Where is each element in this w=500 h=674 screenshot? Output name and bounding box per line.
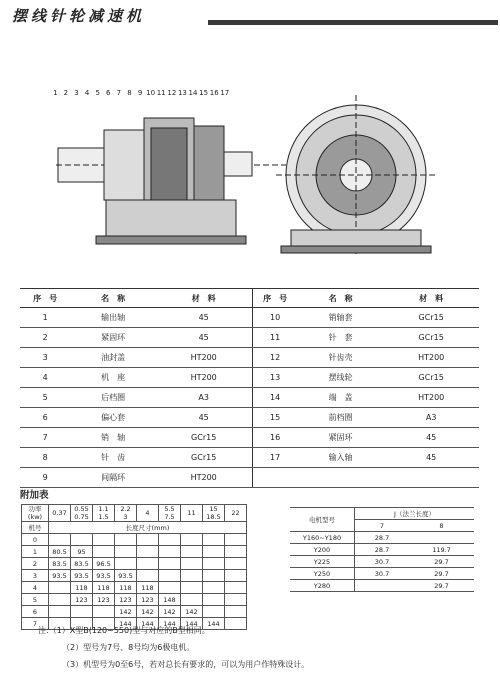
- table-cell: [355, 580, 410, 592]
- table-cell: 输出轴: [70, 308, 156, 328]
- table-cell: GCr15: [156, 428, 252, 448]
- frame-header: 7: [355, 520, 410, 532]
- table-cell: [49, 594, 71, 606]
- table-cell: 9: [20, 468, 70, 488]
- appendix-heading: 附加表: [20, 490, 49, 501]
- table-cell: [159, 546, 181, 558]
- flange-header: J（法兰长度）: [355, 508, 475, 520]
- table-cell: 4: [20, 368, 70, 388]
- table-cell: 3: [22, 570, 49, 582]
- table-cell: HT200: [383, 388, 479, 408]
- table-row: [20, 468, 479, 488]
- table-cell: 144: [137, 618, 159, 630]
- table-cell: Y250: [290, 568, 355, 580]
- table-cell: GCr15: [383, 308, 479, 328]
- table-cell: 45: [156, 308, 252, 328]
- title-rule: [208, 20, 498, 25]
- table-cell: 针 齿: [70, 448, 156, 468]
- table-cell: 机 座: [70, 368, 156, 388]
- reducer-drawing: [56, 90, 496, 270]
- table-cell: 118: [71, 582, 93, 594]
- table-cell: 142: [159, 606, 181, 618]
- table-cell: 45: [383, 448, 479, 468]
- table-cell: [93, 534, 115, 546]
- table-cell: 输入轴: [298, 448, 384, 468]
- figure-callout: 7: [116, 89, 122, 97]
- table-cell: [137, 558, 159, 570]
- end-view: [276, 95, 436, 255]
- table-cell: 3: [20, 348, 70, 368]
- table-cell: 14: [252, 388, 298, 408]
- length-label: 长度尺寸(mm): [49, 522, 247, 534]
- table-cell: 针 套: [298, 328, 384, 348]
- table-cell: HT200: [156, 348, 252, 368]
- table-cell: 119.7: [409, 544, 474, 556]
- table-cell: [203, 534, 225, 546]
- figure-callout: 8: [127, 89, 132, 97]
- table-cell: 148: [159, 594, 181, 606]
- table-cell: 8: [20, 448, 70, 468]
- table-cell: 30.7: [355, 556, 410, 568]
- parts-table: [20, 288, 479, 488]
- table-cell: 80.5: [49, 546, 71, 558]
- frame-label: 机号: [22, 522, 49, 534]
- table-cell: Y160~Y180: [290, 532, 355, 544]
- table-cell: [225, 534, 247, 546]
- frame-header: 8: [409, 520, 474, 532]
- table-cell: Y200: [290, 544, 355, 556]
- table-cell: [181, 582, 203, 594]
- motor-col-header: 电机型号: [290, 508, 355, 532]
- table-cell: [49, 582, 71, 594]
- table-row: [20, 448, 479, 468]
- power-value: 15 18.5: [203, 505, 225, 522]
- parts-table-header: [20, 289, 479, 308]
- table-cell: [409, 532, 474, 544]
- table-cell: HT200: [383, 348, 479, 368]
- table-cell: A3: [383, 408, 479, 428]
- table-cell: [49, 534, 71, 546]
- table-cell: [137, 546, 159, 558]
- table-cell: 2: [20, 328, 70, 348]
- header-cell: 名 称: [298, 289, 384, 308]
- table-cell: 销轴套: [298, 308, 384, 328]
- table-row: [290, 544, 474, 556]
- figure-callout: 17: [220, 89, 230, 97]
- table-cell: [225, 594, 247, 606]
- sectional-view: [56, 118, 286, 244]
- table-cell: 5: [22, 594, 49, 606]
- figure-callout: 1: [53, 89, 58, 97]
- table-cell: 6: [20, 408, 70, 428]
- table-cell: 29.7: [409, 556, 474, 568]
- table-cell: [298, 468, 384, 488]
- table-cell: GCr15: [156, 448, 252, 468]
- table-cell: [252, 468, 298, 488]
- header-cell: 名 称: [70, 289, 156, 308]
- table-cell: 7: [20, 428, 70, 448]
- table-cell: [71, 606, 93, 618]
- note-line: （3）机型号为0至6号，若对总长有要求的，可以为用户作特殊设计。: [62, 660, 310, 669]
- table-row: [22, 534, 247, 546]
- table-cell: 后档圈: [70, 388, 156, 408]
- table-cell: [203, 582, 225, 594]
- table-cell: [159, 570, 181, 582]
- table-cell: [203, 546, 225, 558]
- table-cell: [181, 594, 203, 606]
- table-row: [20, 348, 479, 368]
- table-row: [20, 308, 479, 328]
- table-cell: 28.7: [355, 544, 410, 556]
- table-row: [22, 606, 247, 618]
- table-cell: [137, 534, 159, 546]
- table-row: [290, 556, 474, 568]
- table-cell: Y280: [290, 580, 355, 592]
- note-line: 注:（1）X型B(120~550)型与对应的B型相同。: [38, 626, 210, 635]
- table-cell: 15: [252, 408, 298, 428]
- figure-callout: 14: [188, 89, 198, 97]
- table-cell: [203, 570, 225, 582]
- figure-callout: 10: [146, 89, 156, 97]
- table-row: [20, 428, 479, 448]
- figure-callout: 2: [63, 89, 69, 97]
- table-cell: 123: [93, 594, 115, 606]
- table-cell: [115, 558, 137, 570]
- table-row: [22, 558, 247, 570]
- table-cell: 12: [252, 348, 298, 368]
- table-cell: 96.5: [93, 558, 115, 570]
- notes: [38, 622, 309, 673]
- table-cell: 前档圈: [298, 408, 384, 428]
- table-cell: [181, 558, 203, 570]
- table-cell: 29.7: [409, 580, 474, 592]
- table-cell: GCr15: [383, 328, 479, 348]
- table-cell: [115, 534, 137, 546]
- power-value: 5.5 7.5: [159, 505, 181, 522]
- table-cell: [203, 558, 225, 570]
- table-cell: [203, 606, 225, 618]
- table-row: [20, 328, 479, 348]
- header-cell: 序 号: [20, 289, 70, 308]
- power-label: 功率 (kw): [22, 505, 49, 522]
- table-cell: [225, 558, 247, 570]
- figure-callout: 15: [199, 89, 209, 97]
- power-value: 11: [181, 505, 203, 522]
- table-cell: 142: [181, 606, 203, 618]
- table-cell: 油封盖: [70, 348, 156, 368]
- table-cell: 17: [252, 448, 298, 468]
- figure-callout: 4: [84, 89, 90, 97]
- table-row: [290, 568, 474, 580]
- table-cell: 93.5: [49, 570, 71, 582]
- table-cell: 1: [22, 546, 49, 558]
- figure-callout: 5: [95, 89, 100, 97]
- table-cell: [383, 468, 479, 488]
- figure-callout: 13: [177, 89, 187, 97]
- table-cell: HT200: [156, 468, 252, 488]
- table-cell: 142: [115, 606, 137, 618]
- table-cell: [93, 546, 115, 558]
- table-cell: [181, 546, 203, 558]
- table-cell: [225, 606, 247, 618]
- table-cell: [159, 534, 181, 546]
- table-cell: [225, 570, 247, 582]
- length-header-row: [22, 522, 247, 534]
- table-cell: 销 轴: [70, 428, 156, 448]
- table-row: [22, 582, 247, 594]
- power-value: 4: [137, 505, 159, 522]
- table-cell: 123: [115, 594, 137, 606]
- table-cell: 118: [93, 582, 115, 594]
- figure-callout: 16: [209, 89, 219, 97]
- figure-callout: 12: [167, 89, 177, 97]
- table-cell: [137, 570, 159, 582]
- table-row: [22, 570, 247, 582]
- figure-callout: 6: [106, 89, 111, 97]
- table-cell: 5: [20, 388, 70, 408]
- table-cell: 7: [22, 618, 49, 630]
- table-cell: 123: [71, 594, 93, 606]
- table-cell: 6: [22, 606, 49, 618]
- table-cell: [71, 534, 93, 546]
- table-cell: 11: [252, 328, 298, 348]
- table-cell: 摆线轮: [298, 368, 384, 388]
- figure-callout: 9: [137, 89, 143, 97]
- table-cell: 紧固环: [70, 328, 156, 348]
- table-cell: [203, 594, 225, 606]
- table-cell: 144: [203, 618, 225, 630]
- table-cell: [93, 606, 115, 618]
- table-cell: [159, 582, 181, 594]
- table-cell: GCr15: [383, 368, 479, 388]
- power-table: [21, 504, 247, 630]
- table-cell: 紧固环: [298, 428, 384, 448]
- table-cell: 93.5: [115, 570, 137, 582]
- power-value: 0.55 0.75: [71, 505, 93, 522]
- note-line: （2）型号为7号、8号均为6极电机。: [62, 643, 195, 652]
- table-cell: HT200: [156, 368, 252, 388]
- header-cell: 序 号: [252, 289, 298, 308]
- header-cell: 材 料: [156, 289, 252, 308]
- table-cell: 16: [252, 428, 298, 448]
- motor-table: [290, 507, 474, 592]
- table-cell: [49, 606, 71, 618]
- table-cell: 93.5: [93, 570, 115, 582]
- table-cell: 偏心套: [70, 408, 156, 428]
- table-cell: 45: [156, 328, 252, 348]
- power-value: 0.37: [49, 505, 71, 522]
- table-cell: 4: [22, 582, 49, 594]
- figure-callout: 3: [74, 89, 79, 97]
- table-cell: 118: [137, 582, 159, 594]
- power-row: [22, 505, 247, 522]
- header-cell: 材 料: [383, 289, 479, 308]
- table-row: [20, 408, 479, 428]
- figure-callout: 11: [156, 89, 166, 97]
- table-cell: 83.5: [49, 558, 71, 570]
- table-cell: 29.7: [409, 568, 474, 580]
- table-cell: 144: [181, 618, 203, 630]
- table-cell: 142: [137, 606, 159, 618]
- table-cell: [181, 570, 203, 582]
- table-cell: 93.5: [71, 570, 93, 582]
- table-cell: [115, 546, 137, 558]
- table-row: [22, 594, 247, 606]
- motor-header-row: [290, 508, 474, 520]
- table-cell: 间隔环: [70, 468, 156, 488]
- table-cell: 针齿壳: [298, 348, 384, 368]
- table-cell: 1: [20, 308, 70, 328]
- table-row: [22, 546, 247, 558]
- table-cell: 144: [159, 618, 181, 630]
- table-row: [290, 580, 474, 592]
- table-cell: [159, 558, 181, 570]
- table-cell: 83.5: [71, 558, 93, 570]
- table-cell: 45: [156, 408, 252, 428]
- table-row: [290, 532, 474, 544]
- power-value: 2.2 3: [115, 505, 137, 522]
- table-row: [20, 368, 479, 388]
- table-cell: Y225: [290, 556, 355, 568]
- page-title: 摆线针轮减速机: [12, 7, 146, 25]
- table-cell: 10: [252, 308, 298, 328]
- table-row: [20, 388, 479, 408]
- table-cell: 45: [383, 428, 479, 448]
- table-cell: A3: [156, 388, 252, 408]
- power-value: 1.1 1.5: [93, 505, 115, 522]
- table-cell: [225, 582, 247, 594]
- table-cell: 13: [252, 368, 298, 388]
- table-cell: 30.7: [355, 568, 410, 580]
- table-cell: 123: [137, 594, 159, 606]
- table-cell: 28.7: [355, 532, 410, 544]
- table-cell: 95: [71, 546, 93, 558]
- table-cell: [181, 534, 203, 546]
- table-cell: 端 盖: [298, 388, 384, 408]
- table-cell: 2: [22, 558, 49, 570]
- table-cell: 118: [115, 582, 137, 594]
- table-cell: 144: [115, 618, 137, 630]
- power-value: 22: [225, 505, 247, 522]
- table-cell: 0: [22, 534, 49, 546]
- table-cell: [225, 546, 247, 558]
